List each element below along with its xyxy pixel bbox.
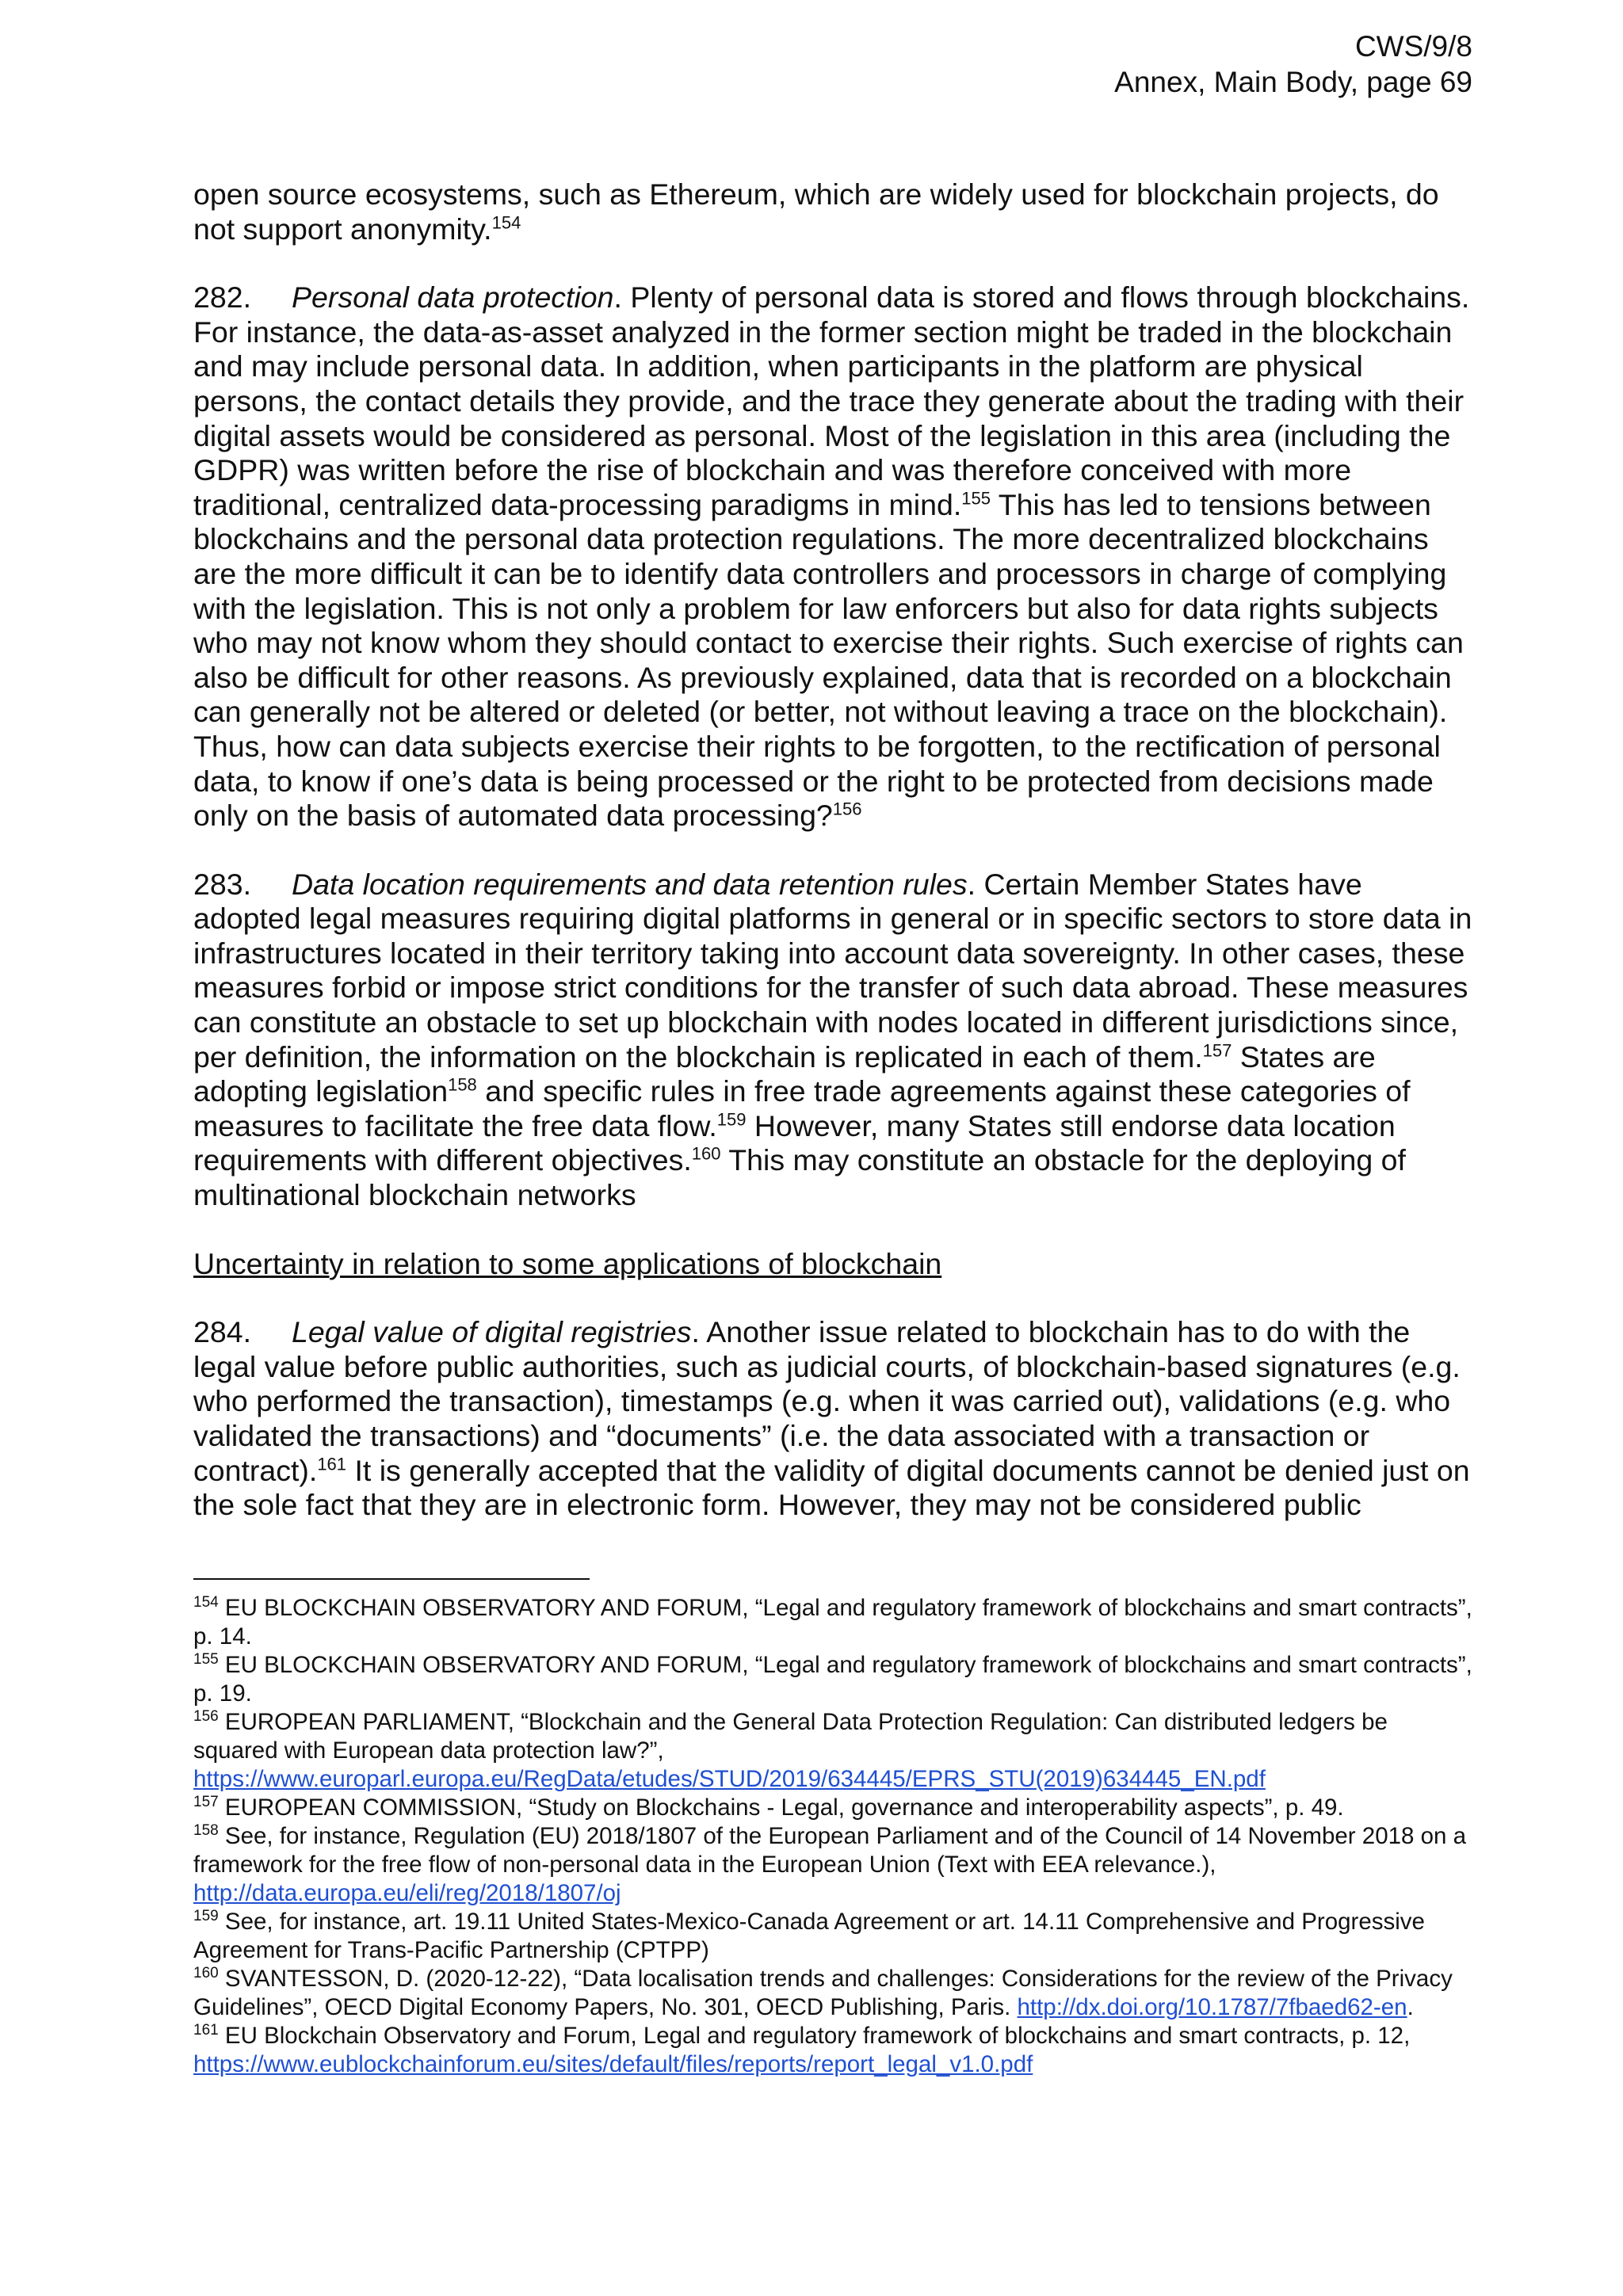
paragraph-282 [193, 280, 1476, 833]
paragraph-title: Data location requirements and data retention rules [292, 867, 968, 901]
footnote-text: EUROPEAN COMMISSION, “Study on Blockchains - Legal, governance and interoperability aspects”, p. 49. [218, 1794, 1344, 1821]
footnote-ref: 160 [691, 1143, 721, 1164]
footnotes [193, 1594, 1477, 2079]
section-heading: Uncertainty in relation to some applications of blockchain [193, 1246, 942, 1280]
footnote-text: EUROPEAN PARLIAMENT, “Blockchain and the General Data Protection Regulation: Can distributed ledgers be squared with European data protection law?”, [193, 1709, 1388, 1764]
footnote-text: EU BLOCKCHAIN OBSERVATORY AND FORUM, “Legal and regulatory framework of blockchains and smart contracts”, p. 19. [193, 1652, 1472, 1707]
continued-paragraph [193, 177, 1476, 246]
footnote-ref: 161 [317, 1454, 347, 1474]
paragraph-number: 284. [193, 1315, 251, 1349]
paragraph-text: . Certain Member States have adopted legal measures requiring digital platforms in general or in specific sectors to store data in infrastructures located in their territory taking into account data sovereignty. In other cases, these measures forbid or impose strict conditions for the transfer of such data abroad. These measures can constitute an obstacle to set up blockchain with nodes located in different jurisdictions since, per definition, the information on the blockchain is replicated in each of them. [193, 867, 1472, 1074]
footnote-number: 156 [193, 1708, 219, 1726]
paragraph-283 [193, 868, 1476, 1213]
footnote-number: 155 [193, 1651, 219, 1669]
footnote [193, 1908, 1477, 1965]
footnote [193, 1794, 1477, 1822]
footnote [193, 1651, 1477, 1708]
footnote-ref: 156 [832, 799, 862, 819]
paragraph-text: . Plenty of personal data is stored and flows through blockchains. For instance, the data-as-asset analyzed in the former section might be traded in the blockchain and may include personal data. In addition, when participants in the platform are physical persons, the contact details they provide, and the trace they generate about the trading with their digital assets would be considered as personal. Most of the legislation in this area (including the GDPR) was written before the rise of blockchain and was therefore conceived with more traditional, centralized data-processing paradigms in mind. [193, 280, 1470, 521]
page-reference: Annex, Main Body, page 69 [1114, 66, 1472, 98]
page-header [1114, 29, 1472, 100]
footnote-ref: 155 [961, 488, 991, 509]
footnote-text: See, for instance, Regulation (EU) 2018/1807 of the European Parliament and of the Council of 14 November 2018 on a framework for the free flow of non-personal data in the European Union (Text with EEA relevance.), [193, 1823, 1467, 1878]
footnote-link[interactable]: http://dx.doi.org/10.1787/7fbaed62-en [1017, 1994, 1407, 2020]
paragraph-text: However, many States still endorse data location requirements with different objectives. [193, 1108, 1396, 1177]
paragraph-text: This may constitute an obstacle for the deploying of multinational blockchain networks [193, 1143, 1406, 1212]
paragraph-text: It is generally accepted that the validity of digital documents cannot be denied just on the sole fact that they are in electronic form. However, they may not be considered public [193, 1453, 1470, 1522]
document-reference: CWS/9/8 [1354, 30, 1472, 63]
footnote-number: 159 [193, 1908, 219, 1925]
footnote [193, 1594, 1477, 1651]
footnote [193, 1965, 1477, 2022]
footnote [193, 1822, 1477, 1908]
paragraph-number: 282. [193, 280, 251, 315]
main-body [193, 177, 1476, 1557]
footnote-ref: 159 [716, 1109, 747, 1130]
footnote-ref: 158 [448, 1074, 477, 1095]
footnote-number: 154 [193, 1594, 219, 1611]
paragraph-title: Personal data protection [292, 280, 614, 315]
paragraph-number: 283. [193, 867, 251, 901]
paragraph-284 [193, 1315, 1476, 1523]
footnote-text: SVANTESSON, D. (2020-12-22), “Data localisation trends and challenges: Considerations for the review of the Privacy Guidelines”, OECD Digital Economy Papers, No. 301, OECD Publishing, Paris. [193, 1966, 1453, 2020]
footnote-number: 160 [193, 1965, 219, 1982]
paragraph-text: States are adopting legislation [193, 1039, 1376, 1108]
footnote-text-end: . [1407, 1994, 1414, 2020]
paragraph-text: open source ecosystems, such as Ethereum, which are widely used for blockchain projects, do not support anonymity. [193, 177, 1439, 246]
footnote-text: EU Blockchain Observatory and Forum, Legal and regulatory framework of blockchains and smart contracts, p. 12, [218, 2023, 1411, 2049]
footnote-link[interactable]: https://www.eublockchainforum.eu/sites/default/files/reports/report_legal_v1.0.pdf [193, 2051, 1033, 2077]
footnote-link[interactable]: http://data.europa.eu/eli/reg/2018/1807/oj [193, 1880, 621, 1906]
paragraph-title: Legal value of digital registries [292, 1315, 692, 1349]
footnote-number: 157 [193, 1794, 219, 1811]
footnote-link[interactable]: https://www.europarl.europa.eu/RegData/etudes/STUD/2019/634445/EPRS_STU(2019)634445_EN.pdf [193, 1766, 1266, 1792]
footnote-number: 161 [193, 2022, 219, 2039]
footnote-number: 158 [193, 1822, 219, 1840]
footnote-text: EU BLOCKCHAIN OBSERVATORY AND FORUM, “Legal and regulatory framework of blockchains and smart contracts”, p. 14. [193, 1595, 1472, 1650]
footnote-ref: 157 [1202, 1040, 1232, 1061]
paragraph-text: and specific rules in free trade agreements against these categories of measures to facilitate the free data flow. [193, 1074, 1411, 1142]
footnote [193, 1708, 1477, 1794]
paragraph-text: . Another issue related to blockchain has to do with the legal value before public authorities, such as judicial courts, of blockchain-based signatures (e.g. who performed the transaction), timestamps (e.g. when it was carried out), validations (e.g. who validated the transactions) and “documents” (i.e. the data associated with a transaction or contract). [193, 1315, 1461, 1487]
footnote-separator [193, 1578, 590, 1580]
paragraph-text: This has led to tensions between blockchains and the personal data protection regulations. The more decentralized blockchains are the more difficult it can be to identify data controllers and processors in charge of complying with the legislation. This is not only a problem for law enforcers but also for data rights subjects who may not know whom they should contact to exercise their rights. Such exercise of rights can also be difficult for other reasons. As previously explained, data that is recorded on a blockchain can generally not be altered or deleted (or better, not without leaving a trace on the blockchain). Thus, how can data subjects exercise their rights to be forgotten, to the rectification of personal data, to know if one’s data is being processed or the right to be protected from decisions made only on the basis of automated data processing? [193, 487, 1464, 833]
footnote-text: See, for instance, art. 19.11 United States-Mexico-Canada Agreement or art. 14.11 Comprehensive and Progressive Agreement for Trans-Pacific Partnership (CPTPP) [193, 1909, 1425, 1963]
footnote [193, 2022, 1477, 2079]
footnote-ref: 154 [491, 212, 521, 233]
